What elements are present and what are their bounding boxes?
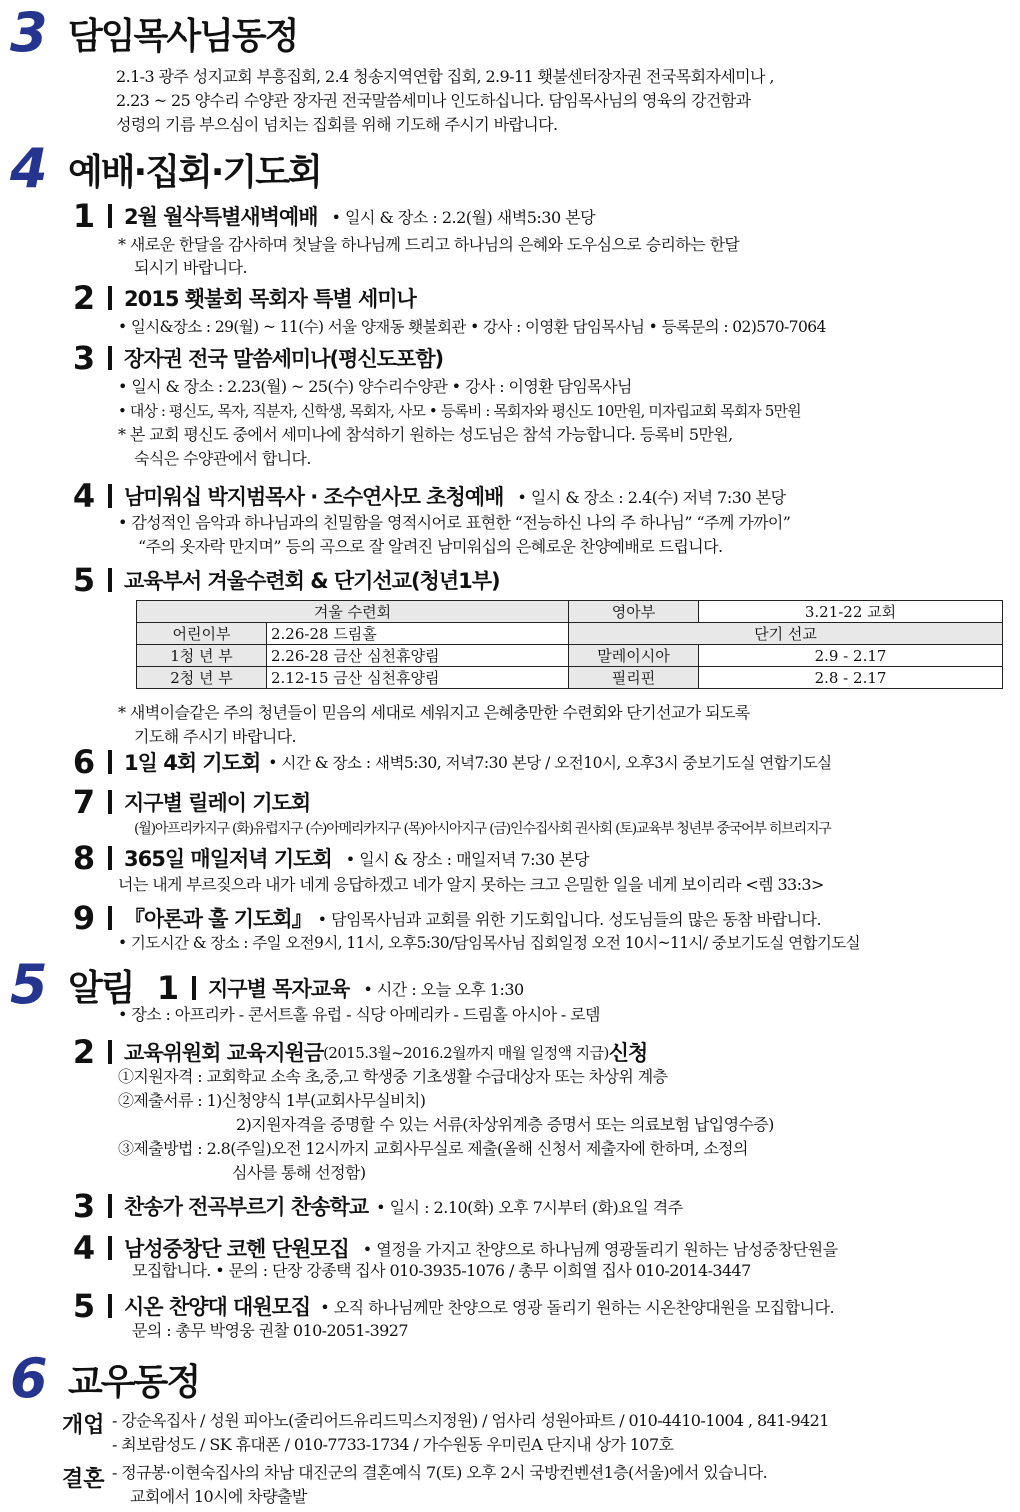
item-title: 지구별 릴레이 기도회 <box>124 791 311 815</box>
section-title: 알림 <box>68 967 134 1009</box>
worship-item-1 <box>66 197 596 235</box>
item-title-end: 신청 <box>608 1041 648 1065</box>
item-divider <box>108 1294 112 1318</box>
item-number: 3 <box>72 1187 96 1225</box>
item-number: 8 <box>72 839 96 877</box>
opening-line: - 강순옥집사 / 성원 피아노(줄리어드유리드믹스지정원) / 엄사리 성원아파트 / 010-4410-1004 , 841-9421 <box>112 1411 829 1430</box>
item-divider <box>108 750 112 774</box>
wedding-label: 결혼 <box>62 1467 105 1492</box>
section-3-header <box>10 1 298 64</box>
item-divider <box>108 204 112 228</box>
retreat-cell: 2.12-15 금산 심천휴양림 <box>267 667 569 689</box>
item-note: 되시기 바랍니다. <box>134 258 247 277</box>
group-cell: 2청 년 부 <box>137 667 267 689</box>
item-detail: • 일시&장소 : 29(월) ~ 11(수) 서울 양재동 횃불회관 • 강사 : 이영환 담임목사님 • 등록문의 : 02)570-7064 <box>118 318 826 336</box>
group-cell: 어린이부 <box>137 623 267 645</box>
item-detail: • 대상 : 평신도, 목자, 직분자, 신학생, 목회자, 사모 • 등록비 : 목회자와 평신도 10만원, 미자립교회 목회자 5만원 <box>118 402 801 420</box>
item-note: 기도해 주시기 바랍니다. <box>134 727 297 746</box>
item-detail: • 장소 : 아프리카 - 콘서트홀 유럽 - 식당 아메리카 - 드림홀 아시아 - 로뎀 <box>118 1005 600 1024</box>
item-divider <box>108 568 112 592</box>
wedding-line: 교회에서 10시에 차량출발 <box>130 1487 307 1506</box>
item-note: * 새로운 한달을 감사하며 첫날을 하나님께 드리고 하나님의 은혜와 도우심으로 승리하는 한달 <box>118 235 740 254</box>
item-title: 찬송가 전곡부르기 찬송학교 <box>124 1195 369 1219</box>
item-detail: 심사를 통해 선정함) <box>232 1163 366 1182</box>
item-title: 교육위원회 교육지원금 <box>124 1041 324 1065</box>
item-info: • 일시 & 장소 : 매일저녁 7:30 본당 <box>345 849 589 869</box>
pastor-schedule-line-2: 2.23 ~ 25 양수리 수양관 장자권 전국말씀세미나 인도하십니다. 담임목사님의 영육의 강건함과 <box>116 91 751 110</box>
item-detail: • 일시 & 장소 : 2.23(월) ~ 25(수) 양수리수양관 • 강사 : 이영환 담임목사님 <box>118 377 632 396</box>
country-cell: 필리핀 <box>569 667 699 689</box>
item-divider <box>108 1040 112 1064</box>
item-title: 365일 매일저녁 기도회 <box>124 847 332 871</box>
opening-label: 개업 <box>62 1413 105 1438</box>
country-cell: 말레이시아 <box>569 645 699 667</box>
item-title: 2015 횃불회 목회자 특별 세미나 <box>124 287 416 311</box>
item-detail: ③제출방법 : 2.8(주일)오전 12시까지 교회사무실로 제출(올해 신청서 제출자에 한하며, 소정의 <box>118 1139 748 1158</box>
opening-line: - 최보람성도 / SK 휴대폰 / 010-7733-1734 / 가수원동 우미린A 단지내 상가 107호 <box>112 1435 674 1454</box>
item-title: 지구별 목자교육 <box>208 977 350 1001</box>
section-number: 3 <box>10 1 48 64</box>
item-number: 4 <box>72 1229 96 1267</box>
item-info: • 일시 & 장소 : 2.4(수) 저녁 7:30 본당 <box>517 487 786 507</box>
section-number: 6 <box>10 1347 48 1410</box>
item-info: • 시간 : 오늘 오후 1:30 <box>363 979 524 999</box>
item-divider <box>108 1236 112 1260</box>
notice-item-1 <box>150 969 524 1007</box>
section-title: 담임목사님동정 <box>68 15 298 57</box>
item-note: * 새벽이슬같은 주의 청년들이 믿음의 세대로 세워지고 은혜충만한 수련회와 단기선교가 되도록 <box>118 703 750 722</box>
item-divider <box>108 846 112 870</box>
worship-item-9 <box>66 899 822 937</box>
item-info: • 담임목사님과 교회를 위한 기도회입니다. 성도님들의 많은 동참 바랍니다. <box>317 909 822 929</box>
section-number: 4 <box>10 137 48 200</box>
item-detail: 문의 : 총무 박영웅 권찰 010-2051-3927 <box>132 1321 408 1340</box>
item-divider <box>108 790 112 814</box>
pastor-schedule-line-1: 2.1-3 광주 성지교회 부흥집회, 2.4 청송지역연합 집회, 2.9-11 횃불센터장자권 전국목회자세미나 , <box>116 67 774 86</box>
item-info: • 오직 하나님께만 찬양으로 영광 돌리기 원하는 시온찬양대원을 모집합니다. <box>320 1297 835 1317</box>
item-detail: (월)아프리카지구 (화)유럽지구 (수)아메리카지구 (목)아시아지구 (금)인수집사회 권사회 (토)교육부 청년부 중국어부 히브리지구 <box>134 821 831 837</box>
worship-item-4 <box>66 477 786 515</box>
section-title: 예배·집회·기도회 <box>68 151 321 193</box>
item-info: • 일시 & 장소 : 2.2(월) 새벽5:30 본당 <box>331 207 596 227</box>
worship-item-6 <box>66 743 832 781</box>
item-divider <box>108 1194 112 1218</box>
item-title: 시온 찬양대 대원모집 <box>124 1295 311 1319</box>
item-detail: • 기도시간 & 장소 : 주일 오전9시, 11시, 오후5:30/담임목사님 집회일정 오전 10시~11시/ 중보기도실 연합기도실 <box>118 934 860 952</box>
item-number: 1 <box>72 197 96 235</box>
notice-item-2 <box>66 1033 648 1071</box>
item-divider <box>108 484 112 508</box>
item-title-period: (2015.3월~2016.2월까지 매월 일정액 지급) <box>323 1043 609 1062</box>
retreat-cell: 2.26-28 드림홀 <box>267 623 569 645</box>
item-detail: ①지원자격 : 교회학교 소속 초,중,고 학생중 기초생활 수급대상자 또는 차상위 계층 <box>118 1067 668 1086</box>
retreat-cell: 2.26-28 금산 심천휴양림 <box>267 645 569 667</box>
section-4-header <box>10 137 321 200</box>
item-number: 4 <box>72 477 96 515</box>
worship-item-7 <box>66 783 311 821</box>
item-number: 3 <box>72 339 96 377</box>
item-detail: “주의 옷자락 만지며” 등의 곡으로 잘 알려진 남미워십의 은혜로운 찬양예배로 드립니다. <box>138 537 723 556</box>
infant-dept-label: 영아부 <box>569 601 699 623</box>
infant-dept-value: 3.21-22 교회 <box>699 601 1003 623</box>
item-divider <box>192 976 196 1000</box>
section-title: 교우동정 <box>68 1361 200 1403</box>
table-row <box>137 623 1003 645</box>
item-number: 5 <box>72 1287 96 1325</box>
wedding-line: - 정규봉·이현숙집사의 차남 대진군의 결혼예식 7(토) 오후 2시 국방컨벤션1층(서울)에서 있습니다. <box>112 1463 768 1482</box>
mission-header: 단기 선교 <box>569 623 1003 645</box>
item-title: 교육부서 겨울수련회 & 단기선교(청년1부) <box>124 569 500 593</box>
item-detail: • 감성적인 음악과 하나님과의 친밀함을 영적시어로 표현한 “전능하신 나의 주 하나님” “주께 가까이” <box>118 513 791 532</box>
worship-item-2 <box>66 279 416 317</box>
item-title: 1일 4회 기도회 <box>124 751 261 775</box>
item-detail: 너는 내게 부르짖으라 내가 네게 응답하겠고 네가 알지 못하는 크고 은밀한 일을 네게 보이리라 <렘 33:3> <box>118 875 824 894</box>
dates-cell: 2.8 - 2.17 <box>699 667 1003 689</box>
item-number: 5 <box>72 561 96 599</box>
winter-retreat-header: 겨울 수련회 <box>137 601 569 623</box>
item-title: 남성중창단 코헨 단원모집 <box>124 1237 349 1261</box>
table-row <box>137 667 1003 689</box>
worship-item-5 <box>66 561 500 599</box>
item-detail: 모집합니다. • 문의 : 단장 강종택 집사 010-3935-1076 / 총무 이희열 집사 010-2014-3447 <box>132 1261 751 1280</box>
item-number: 6 <box>72 743 96 781</box>
pastor-schedule-line-3: 성령의 기름 부으심이 넘치는 집회를 위해 기도해 주시기 바랍니다. <box>116 115 558 134</box>
item-note: 숙식은 수양관에서 합니다. <box>134 449 311 468</box>
dates-cell: 2.9 - 2.17 <box>699 645 1003 667</box>
item-number: 1 <box>156 969 180 1007</box>
item-info: • 열정을 가지고 찬양으로 하나님께 영광돌리기 원하는 남성중창단원을 <box>362 1239 838 1259</box>
item-divider <box>108 906 112 930</box>
section-6-header <box>10 1347 200 1410</box>
worship-item-3 <box>66 339 444 377</box>
item-divider <box>108 286 112 310</box>
item-number: 7 <box>72 783 96 821</box>
item-detail: 2)지원자격을 증명할 수 있는 서류(차상위계층 증명서 또는 의료보험 납입영수증) <box>236 1115 774 1134</box>
item-title: 남미워십 박지범목사 · 조수연사모 초청예배 <box>124 485 504 509</box>
item-detail: ②제출서류 : 1)신청양식 1부(교회사무실비치) <box>118 1091 426 1110</box>
group-cell: 1청 년 부 <box>137 645 267 667</box>
item-note: * 본 교회 평신도 중에서 세미나에 참석하기 원하는 성도님은 참석 가능합니다. 등록비 5만원, <box>118 425 733 444</box>
item-title: 2월 월삭특별새벽예배 <box>124 205 318 229</box>
table-row <box>137 645 1003 667</box>
item-title: 장자권 전국 말씀세미나(평신도포함) <box>124 347 444 371</box>
section-number: 5 <box>10 953 48 1016</box>
item-number: 2 <box>72 279 96 317</box>
item-info: • 시간 & 장소 : 새벽5:30, 저녁7:30 본당 / 오전10시, 오후3시 중보기도실 연합기도실 <box>268 754 832 772</box>
education-table <box>136 600 1003 689</box>
worship-item-8 <box>66 839 589 877</box>
item-divider <box>108 346 112 370</box>
notice-item-3 <box>66 1187 683 1225</box>
item-info: • 일시 : 2.10(화) 오후 7시부터 (화)요일 격주 <box>376 1197 683 1217</box>
section-5-header <box>10 953 134 1016</box>
item-title: 『아론과 훌 기도회』 <box>124 907 312 931</box>
item-number: 9 <box>72 899 96 937</box>
table-row <box>137 601 1003 623</box>
notice-item-5 <box>66 1287 835 1325</box>
item-number: 2 <box>72 1033 96 1071</box>
